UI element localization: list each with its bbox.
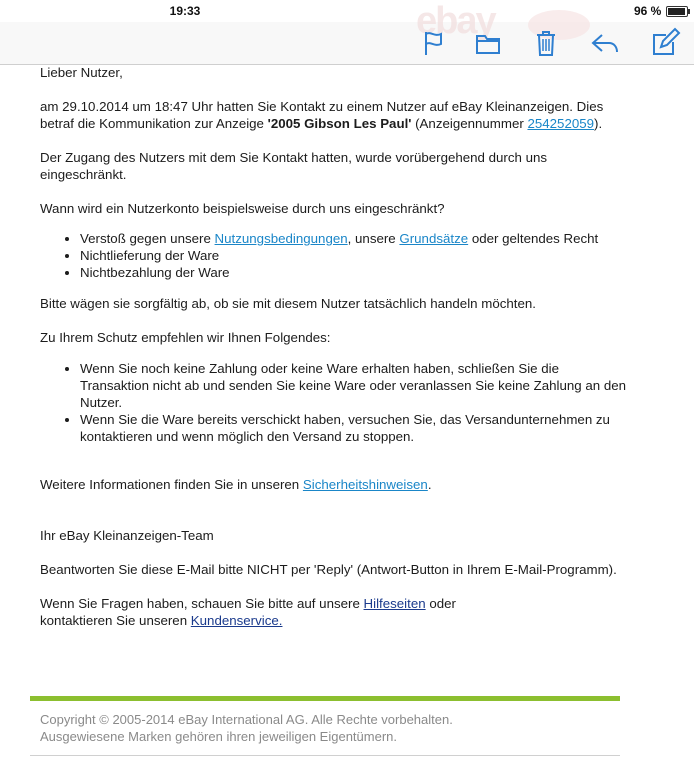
list-item [80,230,630,247]
flag-icon [417,27,449,59]
copyright-text: Copyright © 2005-2014 eBay International AG. Alle Rechte vorbehalten. [40,712,453,727]
ad-number-suffix: ). [594,116,603,131]
trademark-text: Ausgewiesene Marken gehören ihren jeweiligen Eigentümern. [40,729,397,744]
info-text-end: . [427,477,432,492]
footer-bottom-rule [30,755,620,756]
help-pages-link[interactable]: Hilfeseiten [363,596,426,611]
move-to-folder-button[interactable] [472,27,504,59]
help-text: oder [425,596,456,611]
email-body [40,64,630,629]
list-item: • Nichtbezahlung der Ware [80,264,630,281]
battery-level: 96 % [634,4,662,18]
reason-text: oder geltendes Recht [468,231,599,246]
list-item: • Nichtlieferung der Ware [80,247,630,264]
delete-button[interactable] [530,27,562,59]
customer-service-link[interactable]: Kundenservice. [190,613,283,628]
protection-heading: Zu Ihrem Schutz empfehlen wir Ihnen Folgendes: [40,330,331,345]
reply-icon [589,27,621,59]
info-paragraph [40,476,630,493]
help-text: kontaktieren Sie unseren [40,613,191,628]
help-paragraph [40,595,630,629]
contact-text: am 29.10.2014 um 18:47 Uhr hatten Sie Kontakt zu einem Nutzer auf eBay Kleinanzeigen. Dies betraf die Kommunikation zur Anzeige [40,99,604,131]
terms-link[interactable]: Nutzungsbedingungen [214,231,348,246]
signature: Ihr eBay Kleinanzeigen-Team [40,528,214,543]
security-tips-link[interactable]: Sicherheitshinweisen [302,477,428,492]
status-time: 19:33 [169,4,201,18]
help-text: Wenn Sie Fragen haben, schauen Sie bitte auf unsere [40,596,364,611]
ad-number-prefix: (Anzeigennummer [411,116,528,131]
reason-text: Verstoß gegen unsere [80,231,215,246]
caution-paragraph: Bitte wägen sie sorgfältig ab, ob sie mit diesem Nutzer tatsächlich handeln möchten. [40,296,536,311]
principles-link[interactable]: Grundsätze [399,231,469,246]
restriction-paragraph: Der Zugang des Nutzers mit dem Sie Kontakt hatten, wurde vorübergehend durch uns eingeschränkt. [40,150,548,182]
info-text: Weitere Informationen finden Sie in unseren [40,477,303,492]
ad-title: '2005 Gibson Les Paul' [267,116,412,131]
folder-icon [472,27,504,59]
question-paragraph: Wann wird ein Nutzerkonto beispielsweise durch uns eingeschränkt? [40,201,445,216]
list-item: • Wenn Sie die Ware bereits verschickt haben, versuchen Sie, das Versandunternehmen zu kontaktieren und wenn möglich den Versand zu stoppen. [80,411,630,445]
status-bar [0,0,694,22]
reply-button[interactable] [589,27,621,59]
trash-icon [530,27,562,59]
compose-button[interactable] [649,27,681,59]
footer-divider [30,696,620,701]
ad-number-link[interactable]: 254252059 [527,116,595,131]
reasons-list [40,230,630,281]
greeting: Lieber Nutzer, [40,65,123,80]
battery-icon [666,6,688,17]
ebay-watermark-logo: ebay [416,0,495,42]
reason-text: , unsere [347,231,400,246]
compose-icon [649,27,681,59]
footer [40,711,620,745]
no-reply-notice: Beantworten Sie diese E-Mail bitte NICHT per 'Reply' (Antwort-Button in Ihrem E-Mail-Programm). [40,562,617,577]
contact-paragraph [40,98,630,132]
advice-list [40,360,630,445]
flag-button[interactable] [417,27,449,59]
list-item: • Wenn Sie noch keine Zahlung oder keine Ware erhalten haben, schließen Sie die Transaktion nicht ab und senden Sie keine Ware oder veranlassen Sie keine Zahlung an den Nutzer. [80,360,630,411]
